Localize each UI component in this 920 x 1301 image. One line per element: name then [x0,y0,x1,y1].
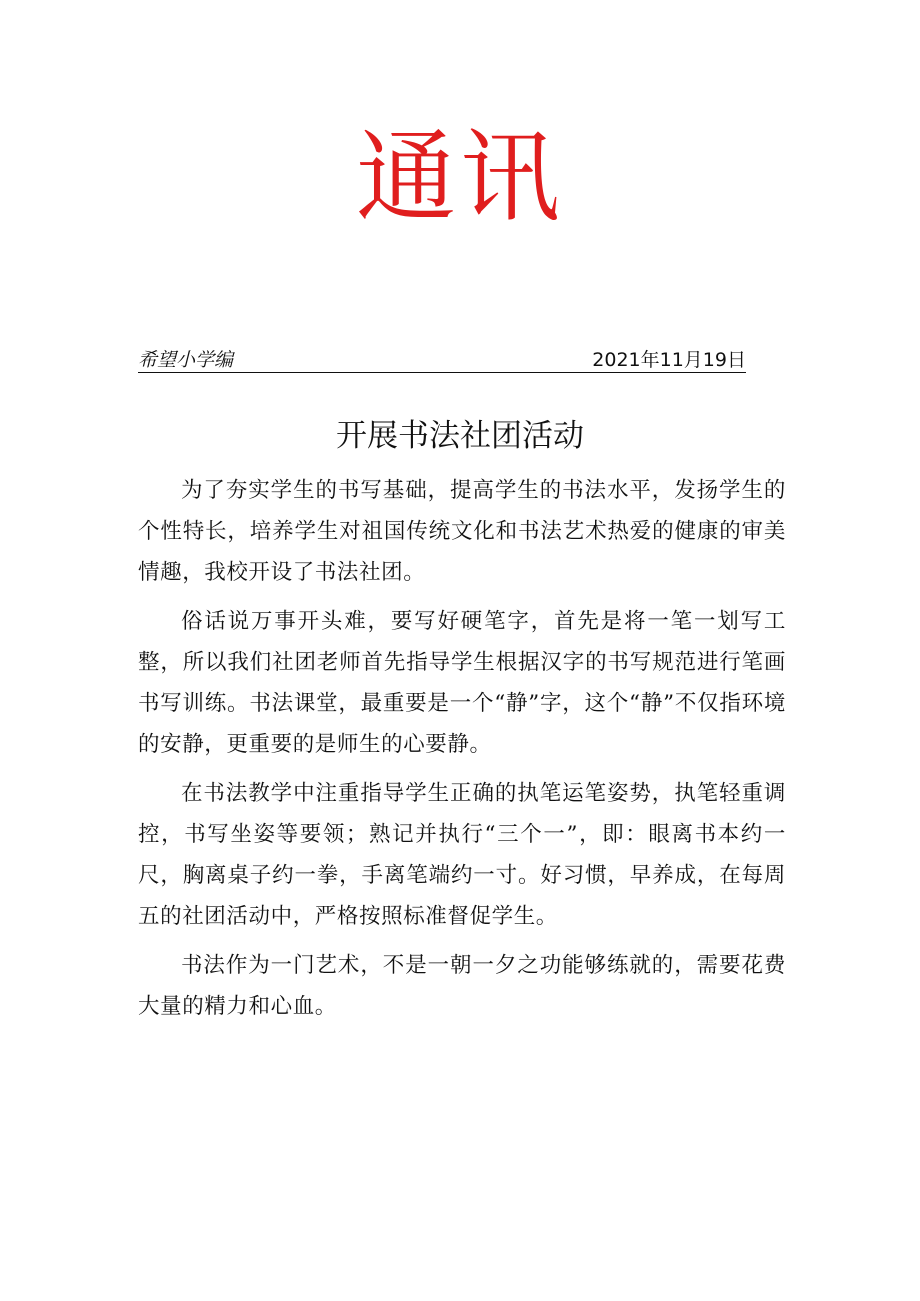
article-title: 开展书法社团活动 [336,418,584,454]
paragraph: 书法作为一门艺术，不是一朝一夕之功能够练就的，需要花费大量的精力和心血。 [138,953,786,1019]
masthead-title: 通讯 [356,119,564,236]
paragraph: 在书法教学中注重指导学生正确的执笔运笔姿势，执笔轻重调控，书写坐姿等要领；熟记并执行“三个一”，即：眼离书本约一尺，胸离桌子约一拳，手离笔端约一寸。好习惯，早养成，在每周五的社团活动中，严格按照标准督促学生。 [138,781,786,929]
article-body [138,470,786,1035]
publisher-label: 希望小学编 [138,349,234,371]
publisher-date-line [138,346,746,373]
paragraph: 为了夯实学生的书写基础，提高学生的书法水平，发扬学生的个性特长，培养学生对祖国传统文化和书法艺术热爱的健康的审美情趣，我校开设了书法社团。 [138,478,786,585]
issue-date: 2021年11月19日 [592,349,746,371]
paragraph: 俗话说万事开头难，要写好硬笔字，首先是将一笔一划写工整，所以我们社团老师首先指导学生根据汉字的书写规范进行笔画书写训练。书法课堂，最重要是一个“静”字，这个“静”不仅指环境的安静，更重要的是师生的心要静。 [138,609,786,757]
